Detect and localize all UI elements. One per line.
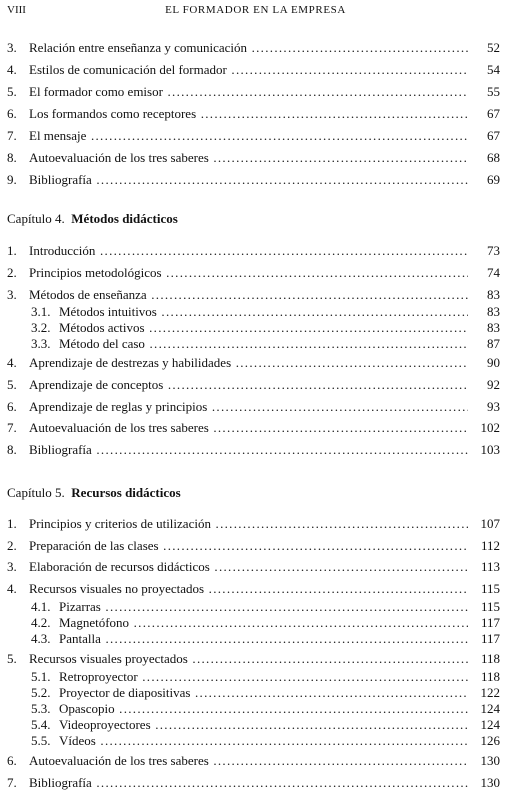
toc-number: 1.	[7, 516, 17, 531]
toc-number: 5.4.	[31, 717, 51, 732]
toc-number: 3.	[7, 559, 17, 574]
toc-entry[interactable]	[7, 752, 500, 770]
toc-entry[interactable]	[7, 242, 500, 260]
toc-number: 7.	[7, 128, 17, 143]
toc-label: Métodos de enseñanza .....	[29, 286, 468, 304]
toc-entry[interactable]	[7, 171, 500, 189]
toc-label: Bibliografía .....	[29, 441, 468, 459]
toc-label: Preparación de las clases .....	[29, 537, 468, 555]
toc-number: 3.	[7, 40, 17, 55]
toc-number: 4.2.	[31, 615, 51, 630]
toc-label: Aprendizaje de destrezas y habilidades .....	[29, 354, 468, 372]
toc-label: Principios y criterios de utilización .....	[29, 515, 468, 533]
toc-page: 69	[487, 172, 500, 187]
toc-page: 113	[480, 559, 500, 574]
toc-entry[interactable]	[7, 537, 500, 555]
toc-entry[interactable]	[7, 376, 500, 394]
toc-label: Aprendizaje de conceptos .....	[29, 376, 468, 394]
toc-label: Aprendizaje de reglas y principios .....	[29, 398, 468, 416]
toc-label: Bibliografía .....	[29, 171, 468, 189]
toc-entry[interactable]	[7, 39, 500, 57]
toc-number: 3.3.	[31, 336, 51, 351]
toc-number: 7.	[7, 775, 17, 790]
toc-number: 8.	[7, 442, 17, 457]
toc-page: 68	[487, 150, 500, 165]
toc-entry[interactable]	[7, 558, 500, 576]
toc-number: 6.	[7, 753, 17, 768]
toc-page: 107	[480, 516, 500, 531]
toc-label: Elaboración de recursos didácticos .....	[29, 558, 468, 576]
toc-label: Retroproyector .....	[59, 668, 468, 686]
toc-label: Principios metodológicos .....	[29, 264, 468, 282]
toc-page: 83	[487, 320, 500, 335]
toc-subentry[interactable]	[31, 630, 500, 648]
toc-page: 102	[480, 420, 500, 435]
chapter-heading	[7, 484, 181, 502]
toc-page: 92	[487, 377, 500, 392]
toc-label: Proyector de diapositivas .....	[59, 684, 468, 702]
toc-entry[interactable]	[7, 354, 500, 372]
toc-number: 2.	[7, 538, 17, 553]
chapter-prefix: Capítulo 5.	[7, 485, 65, 500]
toc-number: 4.	[7, 355, 17, 370]
toc-page: 130	[480, 775, 500, 790]
toc-page: 90	[487, 355, 500, 370]
toc-page: 52	[487, 40, 500, 55]
chapter-title: Recursos didácticos	[71, 485, 181, 500]
toc-number: 4.	[7, 62, 17, 77]
toc-label: Introducción .....	[29, 242, 468, 260]
running-title: EL FORMADOR EN LA EMPRESA	[165, 4, 346, 16]
toc-label: Métodos intuitivos .....	[59, 303, 468, 321]
toc-label: Bibliografía .....	[29, 774, 468, 792]
toc-number: 5.	[7, 651, 17, 666]
toc-number: 5.	[7, 84, 17, 99]
toc-page: 87	[487, 336, 500, 351]
toc-page: 118	[480, 651, 500, 666]
toc-label: Métodos activos .....	[59, 319, 468, 337]
toc-label: Autoevaluación de los tres saberes .....	[29, 149, 468, 167]
chapter-prefix: Capítulo 4.	[7, 211, 65, 226]
toc-page: 67	[487, 128, 500, 143]
toc-label: Opascopio .....	[59, 700, 468, 718]
toc-label: Relación entre enseñanza y comunicación .....	[29, 39, 468, 57]
toc-page: 112	[480, 538, 500, 553]
toc-number: 8.	[7, 150, 17, 165]
toc-page: 83	[487, 287, 500, 302]
toc-page: 124	[480, 701, 500, 716]
toc-number: 5.5.	[31, 733, 51, 748]
toc-page: 74	[487, 265, 500, 280]
toc-entry[interactable]	[7, 127, 500, 145]
toc-entry[interactable]	[7, 398, 500, 416]
toc-number: 4.3.	[31, 631, 51, 646]
toc-number: 2.	[7, 265, 17, 280]
toc-number: 5.2.	[31, 685, 51, 700]
toc-entry[interactable]	[7, 580, 500, 598]
toc-page: 93	[487, 399, 500, 414]
toc-number: 6.	[7, 106, 17, 121]
toc-label: Autoevaluación de los tres saberes .....	[29, 752, 468, 770]
toc-label: Recursos visuales no proyectados .....	[29, 580, 468, 598]
toc-number: 3.	[7, 287, 17, 302]
toc-number: 6.	[7, 399, 17, 414]
toc-page: 117	[480, 631, 500, 646]
toc-number: 5.3.	[31, 701, 51, 716]
toc-page: 130	[480, 753, 500, 768]
toc-subentry[interactable]	[31, 732, 500, 750]
toc-page: 122	[480, 685, 500, 700]
running-header	[7, 4, 504, 18]
toc-page: 83	[487, 304, 500, 319]
toc-entry[interactable]	[7, 264, 500, 282]
chapter-heading	[7, 210, 178, 228]
toc-number: 3.2.	[31, 320, 51, 335]
toc-page: 126	[480, 733, 500, 748]
toc-label: Videoproyectores .....	[59, 716, 468, 734]
toc-label: Autoevaluación de los tres saberes .....	[29, 419, 468, 437]
toc-number: 1.	[7, 243, 17, 258]
toc-number: 5.1.	[31, 669, 51, 684]
toc-number: 4.	[7, 581, 17, 596]
toc-subentry[interactable]	[31, 335, 500, 353]
toc-entry[interactable]	[7, 419, 500, 437]
toc-page: 118	[480, 669, 500, 684]
toc-label: Recursos visuales proyectados .....	[29, 650, 468, 668]
toc-page: 124	[480, 717, 500, 732]
toc-label: Magnetófono .....	[59, 614, 468, 632]
toc-label: Pantalla .....	[59, 630, 468, 648]
toc-label: El mensaje .....	[29, 127, 468, 145]
toc-number: 5.	[7, 377, 17, 392]
toc-entry[interactable]	[7, 105, 500, 123]
toc-page: 115	[480, 599, 500, 614]
toc-label: Los formandos como receptores .....	[29, 105, 468, 123]
toc-label: Vídeos .....	[59, 732, 468, 750]
toc-label: Pizarras .....	[59, 598, 468, 616]
toc-label: Método del caso .....	[59, 335, 468, 353]
toc-entry[interactable]	[7, 61, 500, 79]
toc-page: 103	[480, 442, 500, 457]
toc-number: 7.	[7, 420, 17, 435]
toc-entry[interactable]	[7, 83, 500, 101]
toc-page: 73	[487, 243, 500, 258]
toc-label: El formador como emisor .....	[29, 83, 468, 101]
toc-number: 9.	[7, 172, 17, 187]
toc-page: 54	[487, 62, 500, 77]
toc-entry[interactable]	[7, 441, 500, 459]
toc-page: 117	[480, 615, 500, 630]
toc-page: 67	[487, 106, 500, 121]
toc-entry[interactable]	[7, 515, 500, 533]
toc-label: Estilos de comunicación del formador .....	[29, 61, 468, 79]
toc-entry[interactable]	[7, 286, 500, 304]
toc-number: 3.1.	[31, 304, 51, 319]
toc-page: 55	[487, 84, 500, 99]
page-number: VIII	[7, 4, 26, 16]
toc-entry[interactable]	[7, 650, 500, 668]
toc-page: 115	[480, 581, 500, 596]
toc-entry[interactable]	[7, 774, 500, 792]
chapter-title: Métodos didácticos	[71, 211, 178, 226]
toc-number: 4.1.	[31, 599, 51, 614]
toc-entry[interactable]	[7, 149, 500, 167]
